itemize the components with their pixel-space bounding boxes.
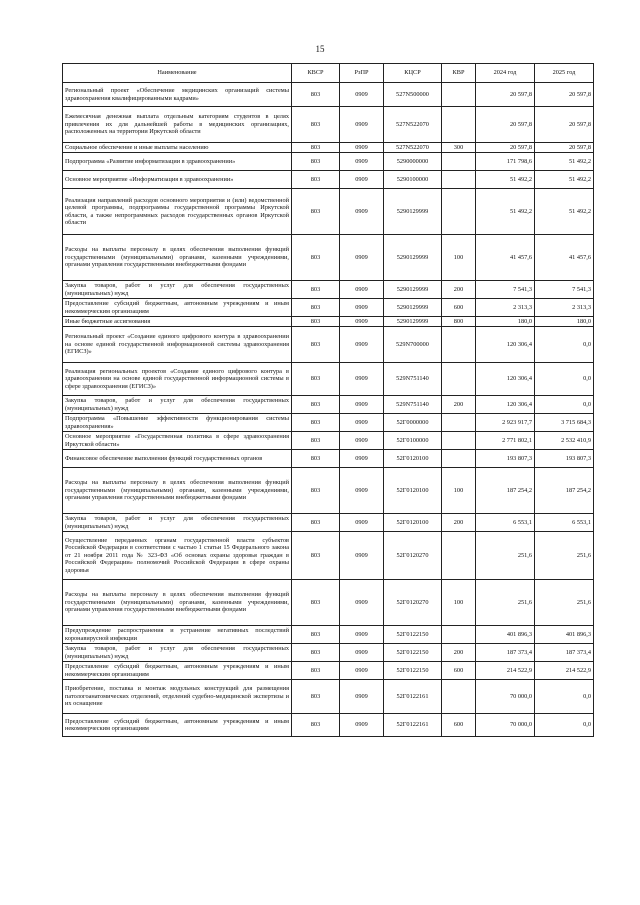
row-name-cell: Расходы на выплаты персоналу в целях обеспечения выполнения функций государственными (муниципальными) органами, казенными учреждениями, органами управления государственными внебюджетными фондами bbox=[63, 235, 292, 281]
row-kvr-cell bbox=[442, 153, 476, 171]
table-row bbox=[63, 317, 594, 327]
row-name-cell: Региональный проект «Обеспечение медицинских организаций системы здравоохранения квалифицированными кадрами» bbox=[63, 83, 292, 107]
row-2025-cell: 214 522,9 bbox=[535, 662, 594, 680]
row-kvsr-cell: 803 bbox=[292, 396, 340, 414]
row-2025-cell: 51 492,2 bbox=[535, 153, 594, 171]
row-kcsr-cell: 529N700000 bbox=[384, 327, 442, 363]
table-row bbox=[63, 450, 594, 468]
row-name-cell: Финансовое обеспечение выполнения функций государственных органов bbox=[63, 450, 292, 468]
table-row bbox=[63, 662, 594, 680]
row-kvr-cell bbox=[442, 107, 476, 143]
row-kvr-cell: 200 bbox=[442, 644, 476, 662]
row-kcsr-cell: 5290000000 bbox=[384, 153, 442, 171]
row-2025-cell: 401 896,3 bbox=[535, 626, 594, 644]
row-kvsr-cell: 803 bbox=[292, 626, 340, 644]
row-name-cell: Расходы на выплаты персоналу в целях обеспечения выполнения функций государственными (муниципальными) органами, казенными учреждениями, органами управления государственными внебюджетными фондами bbox=[63, 580, 292, 626]
row-kvsr-cell: 803 bbox=[292, 363, 340, 396]
table-row bbox=[63, 396, 594, 414]
row-2025-cell: 20 597,8 bbox=[535, 107, 594, 143]
table-row bbox=[63, 363, 594, 396]
row-kcsr-cell: 52Г0120100 bbox=[384, 468, 442, 514]
row-2025-cell: 187 373,4 bbox=[535, 644, 594, 662]
row-rzpr-cell: 0909 bbox=[340, 281, 384, 299]
row-kvsr-cell: 803 bbox=[292, 644, 340, 662]
row-kvr-cell bbox=[442, 450, 476, 468]
row-rzpr-cell: 0909 bbox=[340, 662, 384, 680]
row-2024-cell: 187 373,4 bbox=[476, 644, 535, 662]
row-name-cell: Предоставление субсидий бюджетным, автономным учреждениям и иным некоммерческим организациям bbox=[63, 662, 292, 680]
table-row bbox=[63, 432, 594, 450]
column-header-2025: 2025 год bbox=[535, 64, 594, 83]
row-kcsr-cell: 529N751140 bbox=[384, 363, 442, 396]
row-rzpr-cell: 0909 bbox=[340, 143, 384, 153]
table-row bbox=[63, 171, 594, 189]
row-kvr-cell bbox=[442, 532, 476, 580]
row-2024-cell: 2 313,3 bbox=[476, 299, 535, 317]
row-rzpr-cell: 0909 bbox=[340, 299, 384, 317]
row-kcsr-cell: 52Г0120100 bbox=[384, 450, 442, 468]
row-name-cell: Подпрограмма «Развитие информатизации в здравоохранении» bbox=[63, 153, 292, 171]
row-kvr-cell: 300 bbox=[442, 143, 476, 153]
row-rzpr-cell: 0909 bbox=[340, 714, 384, 737]
row-kvsr-cell: 803 bbox=[292, 680, 340, 714]
row-rzpr-cell: 0909 bbox=[340, 468, 384, 514]
row-kvr-cell bbox=[442, 432, 476, 450]
row-kcsr-cell: 52Г0000000 bbox=[384, 414, 442, 432]
row-rzpr-cell: 0909 bbox=[340, 396, 384, 414]
row-rzpr-cell: 0909 bbox=[340, 414, 384, 432]
row-name-cell: Реализация направлений расходов основного мероприятия и (или) ведомственной целевой программы, подпрограммы государственной программы Иркутской области, а также непрограммных расходов государственных органов Иркутской области bbox=[63, 189, 292, 235]
row-kcsr-cell: 52Г0120270 bbox=[384, 580, 442, 626]
row-kvr-cell: 600 bbox=[442, 662, 476, 680]
row-rzpr-cell: 0909 bbox=[340, 363, 384, 396]
row-2024-cell: 41 457,6 bbox=[476, 235, 535, 281]
row-2024-cell: 6 553,1 bbox=[476, 514, 535, 532]
row-2025-cell: 2 532 410,9 bbox=[535, 432, 594, 450]
row-kvsr-cell: 803 bbox=[292, 714, 340, 737]
table-row bbox=[63, 189, 594, 235]
row-kcsr-cell: 52Г0122150 bbox=[384, 644, 442, 662]
row-2024-cell: 251,6 bbox=[476, 580, 535, 626]
row-name-cell: Основное мероприятие «Информатизация в здравоохранении» bbox=[63, 171, 292, 189]
row-name-cell: Предоставление субсидий бюджетным, автономным учреждениям и иным некоммерческим организациям bbox=[63, 299, 292, 317]
row-2025-cell: 20 597,8 bbox=[535, 143, 594, 153]
row-2024-cell: 120 306,4 bbox=[476, 396, 535, 414]
row-kcsr-cell: 52Г0122150 bbox=[384, 626, 442, 644]
row-rzpr-cell: 0909 bbox=[340, 317, 384, 327]
row-2025-cell: 0,0 bbox=[535, 396, 594, 414]
column-header-kcsr: КЦСР bbox=[384, 64, 442, 83]
row-name-cell: Основное мероприятие «Государственная политика в сфере здравоохранения Иркутской области» bbox=[63, 432, 292, 450]
row-2024-cell: 7 541,3 bbox=[476, 281, 535, 299]
row-2025-cell: 41 457,6 bbox=[535, 235, 594, 281]
row-kvr-cell: 600 bbox=[442, 299, 476, 317]
row-2024-cell: 20 597,8 bbox=[476, 107, 535, 143]
column-header-kvsr: КВСР bbox=[292, 64, 340, 83]
table-row bbox=[63, 514, 594, 532]
row-2025-cell: 251,6 bbox=[535, 580, 594, 626]
table-header-row bbox=[63, 64, 594, 83]
table-row bbox=[63, 714, 594, 737]
column-header-kvr: КВР bbox=[442, 64, 476, 83]
row-2025-cell: 193 807,3 bbox=[535, 450, 594, 468]
row-kvsr-cell: 803 bbox=[292, 299, 340, 317]
row-kcsr-cell: 52Г0122150 bbox=[384, 662, 442, 680]
row-kvr-cell bbox=[442, 83, 476, 107]
row-name-cell: Закупка товаров, работ и услуг для обеспечения государственных (муниципальных) нужд bbox=[63, 396, 292, 414]
column-header-rzpr: РзПР bbox=[340, 64, 384, 83]
row-kvsr-cell: 803 bbox=[292, 327, 340, 363]
table-row bbox=[63, 644, 594, 662]
row-kvr-cell: 100 bbox=[442, 468, 476, 514]
row-kcsr-cell: 527N500000 bbox=[384, 83, 442, 107]
row-2024-cell: 180,0 bbox=[476, 317, 535, 327]
row-kcsr-cell: 5290129999 bbox=[384, 235, 442, 281]
row-2025-cell: 180,0 bbox=[535, 317, 594, 327]
row-kcsr-cell: 52Г0122161 bbox=[384, 680, 442, 714]
table-row bbox=[63, 83, 594, 107]
row-kcsr-cell: 5290129999 bbox=[384, 189, 442, 235]
row-name-cell: Осуществление переданных органам государственной власти субъектов Российской Федерации в соответствии с частью 1 статьи 15 Федерального закона от 21 ноября 2011 года № 323-ФЗ «Об основах охраны здоровья граждан в Российской Федерации» полномочий Российской Федерации в сфере охраны здоровья bbox=[63, 532, 292, 580]
row-rzpr-cell: 0909 bbox=[340, 189, 384, 235]
row-2025-cell: 0,0 bbox=[535, 363, 594, 396]
row-2025-cell: 251,6 bbox=[535, 532, 594, 580]
row-2024-cell: 2 771 802,1 bbox=[476, 432, 535, 450]
row-kvr-cell bbox=[442, 680, 476, 714]
row-kvr-cell bbox=[442, 189, 476, 235]
row-rzpr-cell: 0909 bbox=[340, 432, 384, 450]
row-kvsr-cell: 803 bbox=[292, 143, 340, 153]
table-row bbox=[63, 299, 594, 317]
row-2025-cell: 2 313,3 bbox=[535, 299, 594, 317]
table-row bbox=[63, 580, 594, 626]
row-kvr-cell bbox=[442, 414, 476, 432]
row-kvr-cell: 800 bbox=[442, 317, 476, 327]
page-number: 15 bbox=[315, 44, 325, 54]
row-kvr-cell: 100 bbox=[442, 580, 476, 626]
table-body bbox=[63, 83, 594, 737]
row-2024-cell: 193 807,3 bbox=[476, 450, 535, 468]
row-kvr-cell bbox=[442, 327, 476, 363]
row-kvr-cell: 200 bbox=[442, 514, 476, 532]
row-kvsr-cell: 803 bbox=[292, 107, 340, 143]
row-name-cell: Предупреждение распространения и устранение негативных последствий коронавирусной инфекции bbox=[63, 626, 292, 644]
row-2024-cell: 120 306,4 bbox=[476, 327, 535, 363]
row-kcsr-cell: 5290129999 bbox=[384, 299, 442, 317]
row-kvsr-cell: 803 bbox=[292, 281, 340, 299]
row-kvsr-cell: 803 bbox=[292, 171, 340, 189]
row-2025-cell: 51 492,2 bbox=[535, 171, 594, 189]
row-kvr-cell: 200 bbox=[442, 396, 476, 414]
table-row bbox=[63, 468, 594, 514]
row-rzpr-cell: 0909 bbox=[340, 450, 384, 468]
row-kvsr-cell: 803 bbox=[292, 532, 340, 580]
table-row bbox=[63, 153, 594, 171]
table-row bbox=[63, 107, 594, 143]
row-2025-cell: 3 715 684,3 bbox=[535, 414, 594, 432]
row-rzpr-cell: 0909 bbox=[340, 680, 384, 714]
row-kcsr-cell: 5290100000 bbox=[384, 171, 442, 189]
row-2025-cell: 0,0 bbox=[535, 714, 594, 737]
row-name-cell: Реализация региональных проектов «Создание единого цифрового контура в здравоохранении на основе единой государственной информационной системы в сфере здравоохранения (ЕГИСЗ)» bbox=[63, 363, 292, 396]
row-kvsr-cell: 803 bbox=[292, 189, 340, 235]
row-kcsr-cell: 5290129999 bbox=[384, 281, 442, 299]
row-2024-cell: 20 597,8 bbox=[476, 83, 535, 107]
table-row bbox=[63, 143, 594, 153]
row-rzpr-cell: 0909 bbox=[340, 235, 384, 281]
row-2025-cell: 7 541,3 bbox=[535, 281, 594, 299]
row-kcsr-cell: 52Г0100000 bbox=[384, 432, 442, 450]
row-2024-cell: 70 000,0 bbox=[476, 714, 535, 737]
row-kvr-cell bbox=[442, 626, 476, 644]
row-kcsr-cell: 527N522070 bbox=[384, 143, 442, 153]
table-row bbox=[63, 626, 594, 644]
table-row bbox=[63, 327, 594, 363]
row-kvr-cell: 200 bbox=[442, 281, 476, 299]
row-kvr-cell bbox=[442, 171, 476, 189]
row-kcsr-cell: 527N522070 bbox=[384, 107, 442, 143]
row-kvsr-cell: 803 bbox=[292, 414, 340, 432]
row-rzpr-cell: 0909 bbox=[340, 153, 384, 171]
table-row bbox=[63, 532, 594, 580]
table-row bbox=[63, 680, 594, 714]
row-name-cell: Расходы на выплаты персоналу в целях обеспечения выполнения функций государственными (муниципальными) органами, казенными учреждениями, органами управления государственными внебюджетными фондами bbox=[63, 468, 292, 514]
row-2024-cell: 70 000,0 bbox=[476, 680, 535, 714]
table-row bbox=[63, 235, 594, 281]
row-kcsr-cell: 52Г0122161 bbox=[384, 714, 442, 737]
row-2024-cell: 120 306,4 bbox=[476, 363, 535, 396]
row-rzpr-cell: 0909 bbox=[340, 514, 384, 532]
table-row bbox=[63, 281, 594, 299]
row-rzpr-cell: 0909 bbox=[340, 83, 384, 107]
row-2024-cell: 401 896,3 bbox=[476, 626, 535, 644]
row-kvsr-cell: 803 bbox=[292, 580, 340, 626]
row-2024-cell: 20 597,8 bbox=[476, 143, 535, 153]
row-kvsr-cell: 803 bbox=[292, 514, 340, 532]
row-2025-cell: 187 254,2 bbox=[535, 468, 594, 514]
row-2024-cell: 51 492,2 bbox=[476, 171, 535, 189]
row-kcsr-cell: 52Г0120100 bbox=[384, 514, 442, 532]
row-name-cell: Ежемесячная денежная выплата отдельным категориям студентов в целях привлечения их для дальнейшей работы в медицинских организациях, расположенных на территории Иркутской области bbox=[63, 107, 292, 143]
column-header-2024: 2024 год bbox=[476, 64, 535, 83]
row-2025-cell: 51 492,2 bbox=[535, 189, 594, 235]
row-rzpr-cell: 0909 bbox=[340, 626, 384, 644]
row-2024-cell: 51 492,2 bbox=[476, 189, 535, 235]
row-kcsr-cell: 52Г0120270 bbox=[384, 532, 442, 580]
row-kvsr-cell: 803 bbox=[292, 662, 340, 680]
budget-table bbox=[62, 63, 594, 737]
row-name-cell: Закупка товаров, работ и услуг для обеспечения государственных (муниципальных) нужд bbox=[63, 281, 292, 299]
row-name-cell: Закупка товаров, работ и услуг для обеспечения государственных (муниципальных) нужд bbox=[63, 514, 292, 532]
row-2024-cell: 214 522,9 bbox=[476, 662, 535, 680]
row-rzpr-cell: 0909 bbox=[340, 107, 384, 143]
row-2024-cell: 2 923 917,7 bbox=[476, 414, 535, 432]
row-2024-cell: 171 798,6 bbox=[476, 153, 535, 171]
row-kvsr-cell: 803 bbox=[292, 83, 340, 107]
row-kvr-cell: 600 bbox=[442, 714, 476, 737]
row-name-cell: Предоставление субсидий бюджетным, автономным учреждениям и иным некоммерческим организациям bbox=[63, 714, 292, 737]
row-name-cell: Подпрограмма «Повышение эффективности функционирования системы здравоохранения» bbox=[63, 414, 292, 432]
row-name-cell: Социальное обеспечение и иные выплаты населению bbox=[63, 143, 292, 153]
column-header-name: Наименование bbox=[63, 64, 292, 83]
row-2025-cell: 0,0 bbox=[535, 680, 594, 714]
row-name-cell: Закупка товаров, работ и услуг для обеспечения государственных (муниципальных) нужд bbox=[63, 644, 292, 662]
row-kvsr-cell: 803 bbox=[292, 432, 340, 450]
row-kvsr-cell: 803 bbox=[292, 235, 340, 281]
row-2025-cell: 20 597,8 bbox=[535, 83, 594, 107]
row-name-cell: Региональный проект «Создание единого цифрового контура в здравоохранении на основе единой государственной информационной системы здравоохранения (ЕГИСЗ)» bbox=[63, 327, 292, 363]
row-kcsr-cell: 5290129999 bbox=[384, 317, 442, 327]
row-2024-cell: 187 254,2 bbox=[476, 468, 535, 514]
row-kvsr-cell: 803 bbox=[292, 468, 340, 514]
row-kvr-cell bbox=[442, 363, 476, 396]
row-2024-cell: 251,6 bbox=[476, 532, 535, 580]
row-name-cell: Приобретение, поставка и монтаж модульных конструкций для размещения патологоанатомических отделений, отделений судебно-медицинской экспертизы и их оснащение bbox=[63, 680, 292, 714]
row-kvr-cell: 100 bbox=[442, 235, 476, 281]
row-name-cell: Иные бюджетные ассигнования bbox=[63, 317, 292, 327]
table-row bbox=[63, 414, 594, 432]
row-kvsr-cell: 803 bbox=[292, 153, 340, 171]
row-2025-cell: 0,0 bbox=[535, 327, 594, 363]
row-rzpr-cell: 0909 bbox=[340, 171, 384, 189]
row-rzpr-cell: 0909 bbox=[340, 532, 384, 580]
row-rzpr-cell: 0909 bbox=[340, 327, 384, 363]
row-rzpr-cell: 0909 bbox=[340, 580, 384, 626]
row-rzpr-cell: 0909 bbox=[340, 644, 384, 662]
row-2025-cell: 6 553,1 bbox=[535, 514, 594, 532]
row-kvsr-cell: 803 bbox=[292, 317, 340, 327]
row-kvsr-cell: 803 bbox=[292, 450, 340, 468]
row-kcsr-cell: 529N751140 bbox=[384, 396, 442, 414]
